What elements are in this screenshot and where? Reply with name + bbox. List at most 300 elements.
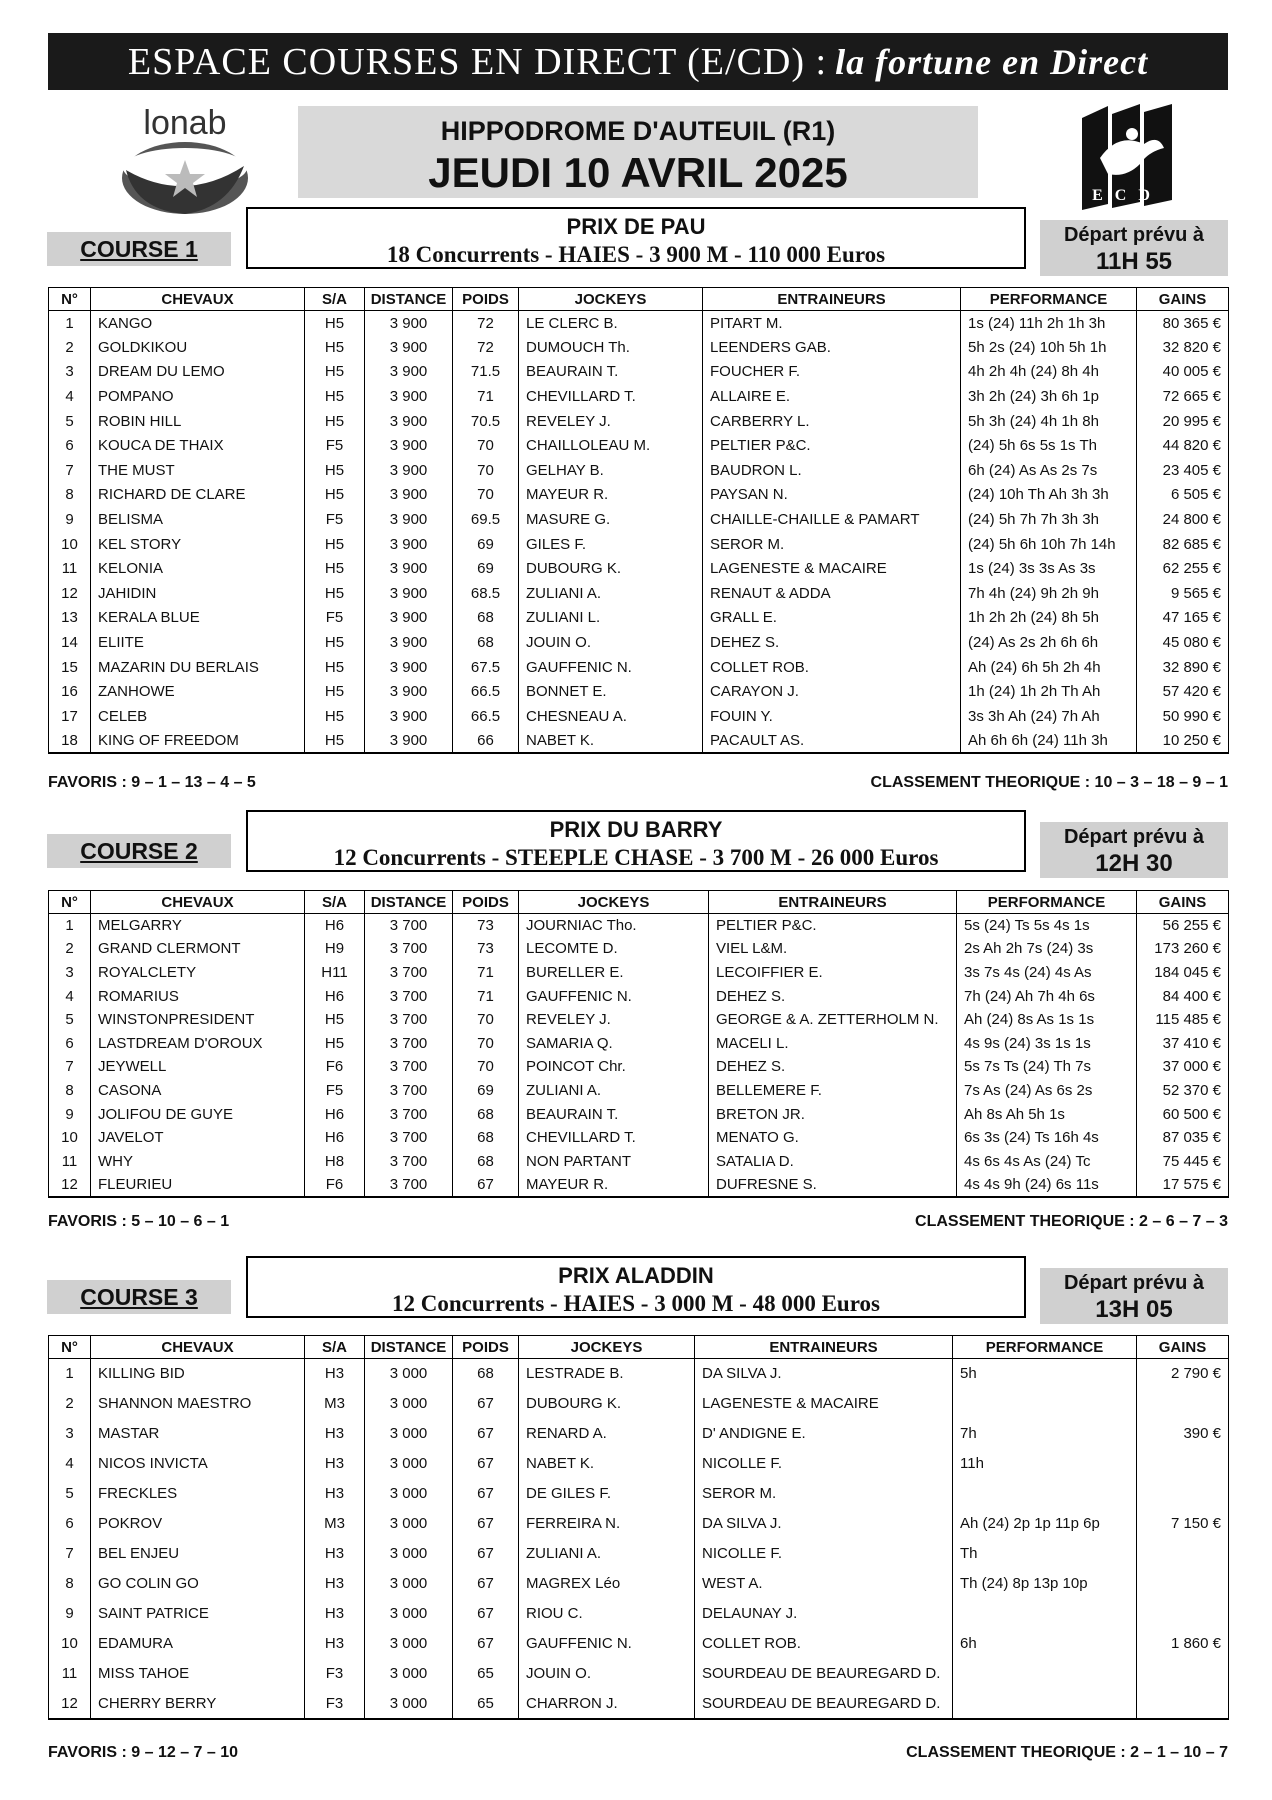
cell-trainer: CARBERRY L. — [703, 409, 961, 434]
column-header-earnings: GAINS — [1137, 1336, 1229, 1359]
cell-number: 5 — [49, 1008, 91, 1032]
cell-trainer: DEHEZ S. — [703, 630, 961, 655]
cell-sex-age: H5 — [305, 1008, 365, 1032]
cell-weight: 67 — [453, 1569, 519, 1599]
cell-number: 12 — [49, 1689, 91, 1719]
table-row — [49, 335, 1229, 360]
cell-performance: 7h 4h (24) 9h 2h 9h — [961, 581, 1137, 606]
cell-performance: 6h (24) As As 2s 7s — [961, 458, 1137, 483]
cell-number: 3 — [49, 961, 91, 985]
cell-trainer: MACELI L. — [709, 1031, 957, 1055]
cell-earnings: 1 860 € — [1137, 1629, 1229, 1659]
cell-horse: CHERRY BERRY — [91, 1689, 305, 1719]
cell-horse: GOLDKIKOU — [91, 335, 305, 360]
cell-weight: 71 — [453, 961, 519, 985]
table-row — [49, 1055, 1229, 1079]
cell-jockey: DUBOURG K. — [519, 556, 703, 581]
cell-sex-age: H3 — [305, 1449, 365, 1479]
course-3-depart-label: Départ prévu à — [1063, 1272, 1205, 1294]
cell-earnings: 2 790 € — [1137, 1359, 1229, 1389]
cell-number: 9 — [49, 1599, 91, 1629]
cell-sex-age: H3 — [305, 1599, 365, 1629]
cell-trainer: PELTIER P&C. — [709, 914, 957, 938]
course-3-prix-name: PRIX ALADDIN — [558, 1263, 714, 1288]
cell-distance: 3 700 — [365, 914, 453, 938]
cell-horse: THE MUST — [91, 458, 305, 483]
cell-distance: 3 000 — [365, 1539, 453, 1569]
column-header-jockey: JOCKEYS — [519, 288, 703, 311]
cell-jockey: GAUFFENIC N. — [519, 1629, 695, 1659]
cell-number: 12 — [49, 581, 91, 606]
cell-weight: 68 — [453, 606, 519, 631]
course-2-table — [48, 890, 1229, 1198]
table-row — [49, 409, 1229, 434]
cell-trainer: PAYSAN N. — [703, 483, 961, 508]
cell-sex-age: H3 — [305, 1419, 365, 1449]
cell-sex-age: H9 — [305, 937, 365, 961]
cell-weight: 70 — [453, 1008, 519, 1032]
cell-sex-age: H5 — [305, 556, 365, 581]
cell-distance: 3 700 — [365, 984, 453, 1008]
cell-horse: POMPANO — [91, 384, 305, 409]
cell-distance: 3 900 — [365, 311, 453, 336]
table-row — [49, 1173, 1229, 1197]
cell-earnings: 80 365 € — [1137, 311, 1229, 336]
cell-sex-age: H3 — [305, 1569, 365, 1599]
cell-earnings: 10 250 € — [1137, 729, 1229, 754]
cell-distance: 3 900 — [365, 483, 453, 508]
course-1-depart-label: Départ prévu à — [1063, 224, 1205, 246]
cell-earnings: 72 665 € — [1137, 384, 1229, 409]
cell-trainer: FOUIN Y. — [703, 704, 961, 729]
cell-number: 1 — [49, 914, 91, 938]
cell-performance — [953, 1389, 1137, 1419]
cell-distance: 3 900 — [365, 655, 453, 680]
cell-jockey: ZULIANI A. — [519, 581, 703, 606]
column-header-performance: PERFORMANCE — [961, 288, 1137, 311]
ecd-logo — [1078, 104, 1176, 212]
cell-horse: POKROV — [91, 1509, 305, 1539]
cell-performance: (24) 5h 6s 5s 1s Th — [961, 433, 1137, 458]
cell-trainer: SOURDEAU DE BEAUREGARD D. — [695, 1689, 953, 1719]
cell-trainer: D' ANDIGNE E. — [695, 1419, 953, 1449]
cell-weight: 68 — [453, 1102, 519, 1126]
cell-weight: 70.5 — [453, 409, 519, 434]
cell-performance: Ah (24) 6h 5h 2h 4h — [961, 655, 1137, 680]
cell-sex-age: F5 — [305, 507, 365, 532]
cell-number: 2 — [49, 1389, 91, 1419]
cell-horse: KELONIA — [91, 556, 305, 581]
cell-distance: 3 000 — [365, 1569, 453, 1599]
cell-trainer: DEHEZ S. — [709, 984, 957, 1008]
table-row — [49, 360, 1229, 385]
column-header-distance: DISTANCE — [365, 1336, 453, 1359]
table-row — [49, 1599, 1229, 1629]
cell-weight: 67 — [453, 1599, 519, 1629]
table-row — [49, 532, 1229, 557]
table-row — [49, 984, 1229, 1008]
cell-performance: 3s 7s 4s (24) 4s As — [957, 961, 1137, 985]
cell-earnings: 40 005 € — [1137, 360, 1229, 385]
cell-earnings — [1137, 1479, 1229, 1509]
cell-trainer: NICOLLE F. — [695, 1539, 953, 1569]
cell-performance: 7s As (24) As 6s 2s — [957, 1079, 1137, 1103]
cell-weight: 67 — [453, 1173, 519, 1197]
cell-number: 12 — [49, 1173, 91, 1197]
course-2-label: COURSE 2 — [47, 834, 231, 868]
ecd-logo-text: ECD — [1092, 187, 1162, 204]
cell-earnings: 32 820 € — [1137, 335, 1229, 360]
course-1-classement: CLASSEMENT THEORIQUE : 10 – 3 – 18 – 9 – 1 — [870, 774, 1228, 791]
cell-performance: 4s 6s 4s As (24) Tc — [957, 1149, 1137, 1173]
column-header-trainer: ENTRAINEURS — [695, 1336, 953, 1359]
cell-number: 10 — [49, 1126, 91, 1150]
cell-weight: 69 — [453, 1079, 519, 1103]
cell-trainer: FOUCHER F. — [703, 360, 961, 385]
cell-sex-age: F3 — [305, 1689, 365, 1719]
banner-title: ESPACE COURSES EN DIRECT (E/CD) : — [127, 40, 828, 83]
lonab-logo-text: lonab — [143, 104, 227, 142]
table-row — [49, 1079, 1229, 1103]
cell-performance: 3s 3h Ah (24) 7h Ah — [961, 704, 1137, 729]
cell-jockey: JOUIN O. — [519, 630, 703, 655]
cell-distance: 3 000 — [365, 1659, 453, 1689]
table-row — [49, 384, 1229, 409]
cell-number: 2 — [49, 335, 91, 360]
cell-horse: ELIITE — [91, 630, 305, 655]
cell-weight: 72 — [453, 335, 519, 360]
cell-distance: 3 700 — [365, 1173, 453, 1197]
course-1-depart — [1040, 220, 1228, 276]
cell-distance: 3 900 — [365, 630, 453, 655]
cell-performance: (24) 5h 7h 7h 3h 3h — [961, 507, 1137, 532]
cell-horse: KOUCA DE THAIX — [91, 433, 305, 458]
cell-weight: 66.5 — [453, 679, 519, 704]
cell-trainer: MENATO G. — [709, 1126, 957, 1150]
cell-number: 6 — [49, 1031, 91, 1055]
cell-sex-age: H5 — [305, 458, 365, 483]
cell-trainer: PITART M. — [703, 311, 961, 336]
column-header-sex-age: S/A — [305, 288, 365, 311]
banner-tagline: la fortune en Direct — [835, 41, 1149, 82]
cell-number: 10 — [49, 1629, 91, 1659]
cell-sex-age: H5 — [305, 311, 365, 336]
cell-sex-age: H5 — [305, 581, 365, 606]
column-header-trainer: ENTRAINEURS — [709, 891, 957, 914]
cell-earnings: 50 990 € — [1137, 704, 1229, 729]
column-header-weight: POIDS — [453, 288, 519, 311]
cell-performance: 2s Ah 2h 7s (24) 3s — [957, 937, 1137, 961]
cell-trainer: WEST A. — [695, 1569, 953, 1599]
cell-weight: 65 — [453, 1659, 519, 1689]
cell-number: 3 — [49, 1419, 91, 1449]
cell-jockey: JOURNIAC Tho. — [519, 914, 709, 938]
cell-earnings — [1137, 1539, 1229, 1569]
cell-jockey: ZULIANI A. — [519, 1539, 695, 1569]
cell-earnings: 32 890 € — [1137, 655, 1229, 680]
cell-jockey: MAYEUR R. — [519, 483, 703, 508]
cell-trainer: SATALIA D. — [709, 1149, 957, 1173]
table-row — [49, 606, 1229, 631]
cell-trainer: RENAUT & ADDA — [703, 581, 961, 606]
cell-distance: 3 700 — [365, 1126, 453, 1150]
cell-performance: 3h 2h (24) 3h 6h 1p — [961, 384, 1137, 409]
cell-earnings — [1137, 1569, 1229, 1599]
cell-horse: EDAMURA — [91, 1629, 305, 1659]
cell-number: 4 — [49, 1449, 91, 1479]
cell-number: 17 — [49, 704, 91, 729]
cell-weight: 67.5 — [453, 655, 519, 680]
cell-sex-age: H5 — [305, 630, 365, 655]
column-header-jockey: JOCKEYS — [519, 891, 709, 914]
column-header-distance: DISTANCE — [365, 891, 453, 914]
cell-weight: 66 — [453, 729, 519, 754]
cell-weight: 67 — [453, 1479, 519, 1509]
cell-jockey: ZULIANI A. — [519, 1079, 709, 1103]
cell-performance: 1h 2h 2h (24) 8h 5h — [961, 606, 1137, 631]
cell-weight: 65 — [453, 1689, 519, 1719]
cell-distance: 3 900 — [365, 556, 453, 581]
cell-trainer: VIEL L&M. — [709, 937, 957, 961]
cell-distance: 3 900 — [365, 409, 453, 434]
cell-jockey: SAMARIA Q. — [519, 1031, 709, 1055]
cell-number: 1 — [49, 1359, 91, 1389]
cell-jockey: GILES F. — [519, 532, 703, 557]
cell-sex-age: M3 — [305, 1389, 365, 1419]
cell-sex-age: H6 — [305, 984, 365, 1008]
cell-distance: 3 000 — [365, 1479, 453, 1509]
cell-earnings: 82 685 € — [1137, 532, 1229, 557]
table-row — [49, 1539, 1229, 1569]
table-row — [49, 1629, 1229, 1659]
course-2-rows — [49, 914, 1229, 1197]
course-3-table — [48, 1335, 1229, 1720]
cell-performance: Th (24) 8p 13p 10p — [953, 1569, 1137, 1599]
cell-jockey: NABET K. — [519, 729, 703, 754]
cell-horse: GRAND CLERMONT — [91, 937, 305, 961]
cell-horse: GO COLIN GO — [91, 1569, 305, 1599]
cell-performance: 5h 3h (24) 4h 1h 8h — [961, 409, 1137, 434]
cell-number: 9 — [49, 1102, 91, 1126]
cell-sex-age: H5 — [305, 655, 365, 680]
cell-jockey: DUBOURG K. — [519, 1389, 695, 1419]
cell-jockey: BEAURAIN T. — [519, 1102, 709, 1126]
cell-performance: 6s 3s (24) Ts 16h 4s — [957, 1126, 1137, 1150]
cell-sex-age: F6 — [305, 1055, 365, 1079]
cell-horse: ROBIN HILL — [91, 409, 305, 434]
cell-jockey: LECOMTE D. — [519, 937, 709, 961]
cell-earnings: 23 405 € — [1137, 458, 1229, 483]
cell-trainer: SEROR M. — [703, 532, 961, 557]
course-3-classement: CLASSEMENT THEORIQUE : 2 – 1 – 10 – 7 — [906, 1744, 1228, 1761]
course-3-depart-time: 13H 05 — [1095, 1296, 1173, 1323]
column-header-sex-age: S/A — [305, 891, 365, 914]
cell-number: 2 — [49, 937, 91, 961]
hippodrome-header — [298, 106, 978, 198]
cell-sex-age: H5 — [305, 335, 365, 360]
cell-horse: MASTAR — [91, 1419, 305, 1449]
cell-jockey: JOUIN O. — [519, 1659, 695, 1689]
cell-sex-age: H11 — [305, 961, 365, 985]
cell-performance: (24) 10h Th Ah 3h 3h — [961, 483, 1137, 508]
cell-number: 13 — [49, 606, 91, 631]
cell-performance: 11h — [953, 1449, 1137, 1479]
cell-sex-age: H5 — [305, 409, 365, 434]
cell-earnings: 44 820 € — [1137, 433, 1229, 458]
cell-weight: 70 — [453, 458, 519, 483]
cell-performance: 5h — [953, 1359, 1137, 1389]
course-2-depart-time: 12H 30 — [1095, 850, 1173, 877]
cell-trainer: BRETON JR. — [709, 1102, 957, 1126]
cell-earnings: 115 485 € — [1137, 1008, 1229, 1032]
cell-jockey: BONNET E. — [519, 679, 703, 704]
cell-earnings: 62 255 € — [1137, 556, 1229, 581]
course-1-depart-time: 11H 55 — [1095, 248, 1173, 275]
cell-sex-age: H6 — [305, 914, 365, 938]
cell-performance: 1s (24) 3s 3s As 3s — [961, 556, 1137, 581]
column-header-distance: DISTANCE — [365, 288, 453, 311]
cell-jockey: LESTRADE B. — [519, 1359, 695, 1389]
cell-performance: (24) 5h 6h 10h 7h 14h — [961, 532, 1137, 557]
column-header-trainer: ENTRAINEURS — [703, 288, 961, 311]
table-row — [49, 1389, 1229, 1419]
table-row — [49, 433, 1229, 458]
cell-distance: 3 900 — [365, 433, 453, 458]
cell-jockey: CHARRON J. — [519, 1689, 695, 1719]
cell-distance: 3 700 — [365, 961, 453, 985]
cell-performance — [953, 1599, 1137, 1629]
cell-sex-age: H6 — [305, 1126, 365, 1150]
cell-number: 5 — [49, 1479, 91, 1509]
cell-sex-age: H5 — [305, 1031, 365, 1055]
cell-distance: 3 000 — [365, 1689, 453, 1719]
table-row — [49, 630, 1229, 655]
column-header-performance: PERFORMANCE — [957, 891, 1137, 914]
cell-number: 8 — [49, 1569, 91, 1599]
cell-weight: 70 — [453, 1055, 519, 1079]
cell-number: 15 — [49, 655, 91, 680]
cell-horse: CELEB — [91, 704, 305, 729]
cell-jockey: POINCOT Chr. — [519, 1055, 709, 1079]
cell-earnings: 47 165 € — [1137, 606, 1229, 631]
table-row — [49, 679, 1229, 704]
course-3-favoris: FAVORIS : 9 – 12 – 7 – 10 — [48, 1744, 239, 1761]
cell-horse: FLEURIEU — [91, 1173, 305, 1197]
cell-trainer: DELAUNAY J. — [695, 1599, 953, 1629]
table-row — [49, 1479, 1229, 1509]
cell-distance: 3 700 — [365, 1055, 453, 1079]
cell-number: 4 — [49, 984, 91, 1008]
cell-horse: BEL ENJEU — [91, 1539, 305, 1569]
cell-trainer: DA SILVA J. — [695, 1509, 953, 1539]
cell-distance: 3 700 — [365, 1149, 453, 1173]
column-header-number: N° — [49, 288, 91, 311]
cell-weight: 68 — [453, 1126, 519, 1150]
cell-earnings: 84 400 € — [1137, 984, 1229, 1008]
cell-horse: CASONA — [91, 1079, 305, 1103]
cell-trainer: DEHEZ S. — [709, 1055, 957, 1079]
column-header-horse: CHEVAUX — [91, 1336, 305, 1359]
cell-trainer: GRALL E. — [703, 606, 961, 631]
cell-jockey: CHEVILLARD T. — [519, 1126, 709, 1150]
cell-earnings: 17 575 € — [1137, 1173, 1229, 1197]
table-row — [49, 961, 1229, 985]
cell-earnings — [1137, 1659, 1229, 1689]
cell-trainer: LEENDERS GAB. — [703, 335, 961, 360]
cell-trainer: COLLET ROB. — [695, 1629, 953, 1659]
cell-sex-age: H8 — [305, 1149, 365, 1173]
cell-earnings: 37 000 € — [1137, 1055, 1229, 1079]
cell-performance: Ah 8s Ah 5h 1s — [957, 1102, 1137, 1126]
cell-sex-age: M3 — [305, 1509, 365, 1539]
cell-performance: Ah 6h 6h (24) 11h 3h — [961, 729, 1137, 754]
cell-trainer: DA SILVA J. — [695, 1359, 953, 1389]
cell-distance: 3 700 — [365, 1031, 453, 1055]
cell-horse: WHY — [91, 1149, 305, 1173]
cell-sex-age: H5 — [305, 704, 365, 729]
cell-performance: 7h (24) Ah 7h 4h 6s — [957, 984, 1137, 1008]
cell-trainer: SOURDEAU DE BEAUREGARD D. — [695, 1659, 953, 1689]
cell-distance: 3 000 — [365, 1389, 453, 1419]
course-1-table — [48, 287, 1229, 754]
cell-earnings: 6 505 € — [1137, 483, 1229, 508]
cell-earnings: 57 420 € — [1137, 679, 1229, 704]
cell-number: 3 — [49, 360, 91, 385]
column-header-horse: CHEVAUX — [91, 891, 305, 914]
cell-weight: 68.5 — [453, 581, 519, 606]
cell-number: 7 — [49, 1539, 91, 1569]
cell-distance: 3 700 — [365, 1079, 453, 1103]
cell-horse: MAZARIN DU BERLAIS — [91, 655, 305, 680]
cell-horse: ROYALCLETY — [91, 961, 305, 985]
cell-horse: BELISMA — [91, 507, 305, 532]
cell-number: 9 — [49, 507, 91, 532]
cell-performance: (24) As 2s 2h 6h 6h — [961, 630, 1137, 655]
course-2-depart — [1040, 822, 1228, 878]
cell-sex-age: F5 — [305, 433, 365, 458]
cell-weight: 71 — [453, 984, 519, 1008]
cell-distance: 3 900 — [365, 679, 453, 704]
cell-trainer: LAGENESTE & MACAIRE — [695, 1389, 953, 1419]
table-row — [49, 1689, 1229, 1719]
cell-sex-age: F6 — [305, 1173, 365, 1197]
cell-performance: 4s 4s 9h (24) 6s 11s — [957, 1173, 1137, 1197]
cell-performance: Ah (24) 8s As 1s 1s — [957, 1008, 1137, 1032]
column-header-jockey: JOCKEYS — [519, 1336, 695, 1359]
cell-sex-age: H5 — [305, 483, 365, 508]
cell-horse: JAHIDIN — [91, 581, 305, 606]
cell-jockey: CHAILLOLEAU M. — [519, 433, 703, 458]
cell-horse: JAVELOT — [91, 1126, 305, 1150]
cell-performance — [953, 1689, 1137, 1719]
cell-weight: 72 — [453, 311, 519, 336]
cell-jockey: RIOU C. — [519, 1599, 695, 1629]
table-row — [49, 1449, 1229, 1479]
cell-distance: 3 700 — [365, 937, 453, 961]
cell-jockey: LE CLERC B. — [519, 311, 703, 336]
cell-distance: 3 000 — [365, 1419, 453, 1449]
cell-weight: 73 — [453, 937, 519, 961]
table-row — [49, 1031, 1229, 1055]
table-row — [49, 1008, 1229, 1032]
course-3-header-row — [49, 1336, 1229, 1359]
course-2-classement: CLASSEMENT THEORIQUE : 2 – 6 – 7 – 3 — [915, 1213, 1228, 1230]
cell-number: 10 — [49, 532, 91, 557]
table-row — [49, 1149, 1229, 1173]
table-row — [49, 914, 1229, 938]
cell-weight: 68 — [453, 1359, 519, 1389]
cell-horse: RICHARD DE CLARE — [91, 483, 305, 508]
